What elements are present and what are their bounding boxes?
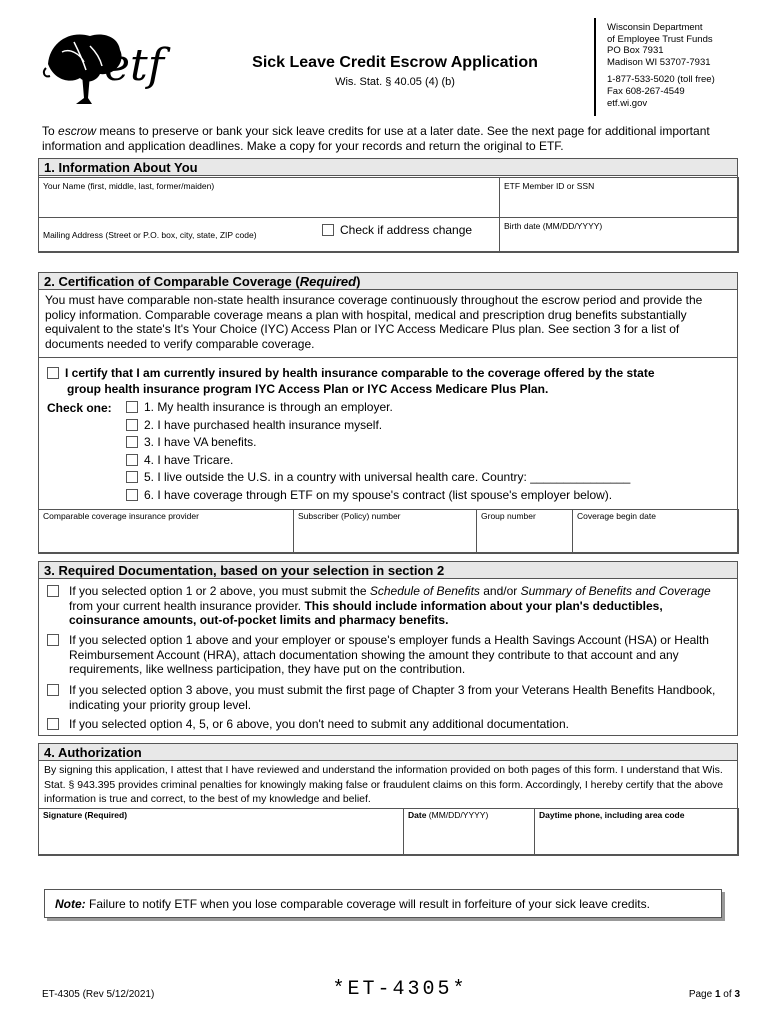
- section4-heading: 4. Authorization: [39, 744, 737, 761]
- date-field[interactable]: [403, 808, 535, 856]
- address-change-label: Check if address change: [340, 223, 473, 237]
- statute-reference: Wis. Stat. § 40.05 (4) (b): [335, 76, 455, 88]
- coverage-option-1[interactable]: 1. My health insurance is through an employer.: [126, 400, 731, 418]
- coverage-begin-date-field[interactable]: [572, 509, 739, 554]
- doc-item-1[interactable]: If you selected option 1 or 2 above, you must submit the Schedule of Benefits and/or Summary of Benefits and Coverage from your current health insurance provider. This should include information about your plan's deductibles, coinsurance amounts, out-of-pocket limits and pharmacy benefits.: [47, 584, 735, 628]
- section2-heading: 2. Certification of Comparable Coverage (Required): [39, 273, 737, 290]
- insurance-provider-label: Comparable coverage insurance provider: [43, 511, 199, 521]
- coverage-options-list: [126, 400, 731, 505]
- signature-label: Signature (Required): [43, 810, 128, 820]
- logo-text: etf: [104, 40, 165, 91]
- checkbox-icon: [47, 684, 59, 696]
- checkbox-icon: [126, 454, 138, 466]
- section-information-about-you: [38, 158, 738, 252]
- agency-address2: Madison WI 53707-7931: [607, 56, 711, 68]
- intro-paragraph: To escrow means to preserve or bank your sick leave credits for use at a later date. See the next page for additional important information and application deadlines. Make a copy for your records and return the original to ETF.: [42, 124, 710, 153]
- checkbox-icon: [47, 585, 59, 597]
- subscriber-number-label: Subscriber (Policy) number: [298, 511, 401, 521]
- name-label: Your Name (first, middle, last, former/maiden): [43, 181, 215, 191]
- certify-line1: I certify that I am currently insured by health insurance comparable to the coverage offered by the state: [65, 366, 655, 380]
- coverage-paragraph: You must have comparable non-state health insurance coverage continuously throughout the escrow period and provide the policy information. Comparable coverage means a plan with hospital, medical and prescription drug benefits substantially equivalent to the state's It's Your Choice (IYC) Access Plan or IYC Access Medicare Plus plan. See section 3 for a list of documents needed to verify comparable coverage.: [39, 290, 737, 358]
- escrow-term: escrow: [58, 124, 97, 138]
- birth-date-label: Birth date (MM/DD/YYYY): [504, 221, 603, 231]
- agency-address1: PO Box 7931: [607, 45, 664, 57]
- section-authorization: [38, 743, 738, 855]
- agency-name-line2: of Employee Trust Funds: [607, 33, 713, 45]
- checkbox-icon: [47, 634, 59, 646]
- checkbox-icon: [47, 718, 59, 730]
- doc-item-2[interactable]: If you selected option 1 above and your employer or spouse's employer funds a Health Savings Account (HSA) or Health Reimbursement Account (HRA), attach documentation showing the amount they contribute to that account and any requirements, like wellness participation, they have put on the contribution.: [47, 633, 735, 677]
- coverage-option-2[interactable]: 2. I have purchased health insurance myself.: [126, 418, 731, 436]
- checkbox-icon: [126, 489, 138, 501]
- certify-checkbox[interactable]: [47, 366, 737, 381]
- name-field[interactable]: [38, 177, 500, 218]
- check-one-label: Check one:: [47, 401, 112, 415]
- address-change-checkbox[interactable]: [322, 223, 472, 237]
- section-comparable-coverage: [38, 272, 738, 553]
- section-required-documentation: [38, 561, 738, 736]
- authorization-paragraph: By signing this application, I attest that I have reviewed and understand the information provided on both pages of this form. I understand that Wis. Stat. § 943.395 provides criminal penalties for knowingly making false or fraudulent claims on this form. Accordingly, I hereby certify that the above information is true and correct, to the best of my knowledge and belief.: [44, 764, 724, 805]
- note-box: [44, 889, 722, 918]
- etf-logo: [40, 22, 190, 112]
- group-number-field[interactable]: [476, 509, 573, 554]
- checkbox-icon: [126, 419, 138, 431]
- coverage-option-6[interactable]: 6. I have coverage through ETF on my spouse's contract (list spouse's employer below).: [126, 488, 731, 506]
- form-title: Sick Leave Credit Escrow Application: [252, 54, 538, 71]
- group-number-label: Group number: [481, 511, 536, 521]
- birth-date-field[interactable]: [499, 217, 739, 253]
- mailing-address-field[interactable]: [38, 217, 500, 253]
- insurance-provider-field[interactable]: [38, 509, 294, 554]
- coverage-begin-date-label: Coverage begin date: [577, 511, 656, 521]
- coverage-option-4[interactable]: 4. I have Tricare.: [126, 453, 731, 471]
- section3-heading: 3. Required Documentation, based on your selection in section 2: [39, 562, 737, 579]
- note-text: Failure to notify ETF when you lose comparable coverage will result in forfeiture of your sick leave credits.: [85, 897, 650, 911]
- date-label: Date (MM/DD/YYYY): [408, 810, 489, 820]
- header-divider: [594, 18, 596, 116]
- agency-web: etf.wi.gov: [607, 97, 648, 109]
- checkbox-icon: [126, 401, 138, 413]
- agency-contact-block: [607, 22, 757, 109]
- required-label: Required: [299, 274, 357, 289]
- form-barcode: *ET-4305*: [332, 978, 468, 1001]
- page-number: Page 1 of 3: [688, 989, 740, 1000]
- checkbox-icon: [47, 367, 59, 379]
- member-id-label: ETF Member ID or SSN: [504, 181, 595, 191]
- agency-fax: Fax 608-267-4549: [607, 85, 685, 97]
- member-id-field[interactable]: [499, 177, 739, 218]
- doc-item-4[interactable]: If you selected option 4, 5, or 6 above, you don't need to submit any additional documentation.: [47, 717, 735, 732]
- certify-line2: group health insurance program IYC Access Plan or IYC Access Medicare Plus Plan.: [67, 382, 549, 396]
- daytime-phone-field[interactable]: [534, 808, 739, 856]
- subscriber-number-field[interactable]: [293, 509, 477, 554]
- doc-item-3[interactable]: If you selected option 3 above, you must submit the first page of Chapter 3 from your Veterans Health Benefits Handbook, indicating your priority group level.: [47, 683, 735, 712]
- mailing-address-label: Mailing Address (Street or P.O. box, city, state, ZIP code): [43, 230, 257, 240]
- signature-field[interactable]: [38, 808, 404, 856]
- agency-phone: 1-877-533-5020 (toll free): [607, 74, 715, 86]
- coverage-option-5[interactable]: 5. I live outside the U.S. in a country with universal health care. Country: _______________: [126, 470, 731, 488]
- checkbox-icon: [322, 224, 334, 236]
- note-label: Note:: [55, 897, 86, 911]
- checkbox-icon: [126, 436, 138, 448]
- daytime-phone-label: Daytime phone, including area code: [539, 810, 685, 820]
- coverage-option-3[interactable]: 3. I have VA benefits.: [126, 435, 731, 453]
- form-number: ET-4305 (Rev 5/12/2021): [42, 989, 155, 1000]
- agency-name-line1: Wisconsin Department: [607, 22, 703, 33]
- checkbox-icon: [126, 471, 138, 483]
- section1-heading: 1. Information About You: [39, 159, 737, 176]
